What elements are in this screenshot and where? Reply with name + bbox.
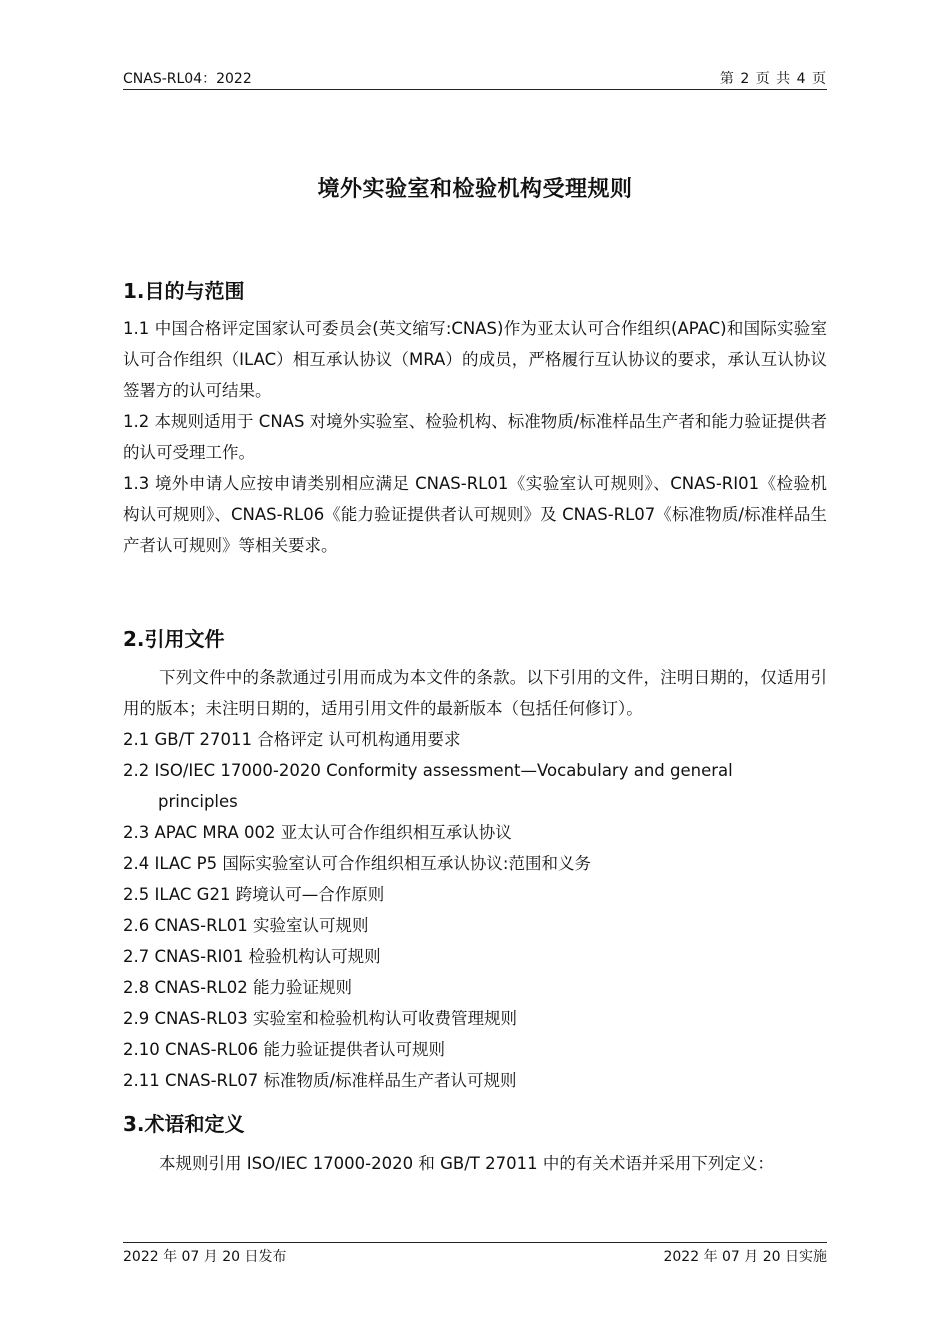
page-number: 第 2 页 共 4 页 (719, 71, 827, 87)
reference-item: 2.10 CNAS-RL06 能力验证提供者认可规则 (123, 1040, 445, 1059)
header-rule (123, 89, 827, 90)
page-footer (123, 1246, 827, 1268)
section-heading-3: 3.术语和定义 (123, 1112, 245, 1136)
reference-item: 2.9 CNAS-RL03 实验室和检验机构认可收费管理规则 (123, 1009, 517, 1028)
reference-item: 2.6 CNAS-RL01 实验室认可规则 (123, 916, 369, 935)
reference-item: 2.11 CNAS-RL07 标准物质/标准样品生产者认可规则 (123, 1071, 517, 1090)
reference-item-continuation: principles (158, 792, 238, 811)
paragraph-2-intro: 下列文件中的条款通过引用而成为本文件的条款。以下引用的文件，注明日期的，仅适用引用的版本；未注明日期的，适用引用文件的最新版本（包括任何修订）。 (123, 668, 827, 718)
footer-rule (123, 1242, 827, 1243)
reference-item: 2.5 ILAC G21 跨境认可—合作原则 (123, 885, 385, 904)
document-title: 境外实验室和检验机构受理规则 (317, 177, 633, 202)
paragraph-1-3: 1.3 境外申请人应按申请类别相应满足 CNAS-RL01《实验室认可规则》、CNAS-RI01《检验机构认可规则》、CNAS-RL06《能力验证提供者认可规则》及 CNAS-RL07《标准物质/标准样品生产者认可规则》等相关要求。 (123, 474, 827, 555)
effective-date: 2022 年 07 月 20 日实施 (663, 1249, 827, 1265)
reference-item: 2.3 APAC MRA 002 亚太认可合作组织相互承认协议 (123, 823, 512, 842)
paragraph-1-1: 1.1 中国合格评定国家认可委员会(英文缩写:CNAS)作为亚太认可合作组织(APAC)和国际实验室认可合作组织（ILAC）相互承认协议（MRA）的成员，严格履行互认协议的要求，承认互认协议签署方的认可结果。 (123, 319, 827, 400)
issue-date: 2022 年 07 月 20 日发布 (123, 1249, 287, 1265)
reference-item: 2.8 CNAS-RL02 能力验证规则 (123, 978, 352, 997)
reference-item: 2.7 CNAS-RI01 检验机构认可规则 (123, 947, 381, 966)
section-heading-1: 1.目的与范围 (123, 279, 245, 303)
reference-item: 2.1 GB/T 27011 合格评定 认可机构通用要求 (123, 730, 461, 749)
page-header (123, 66, 827, 90)
reference-item: 2.4 ILAC P5 国际实验室认可合作组织相互承认协议:范围和义务 (123, 854, 591, 873)
section-heading-2: 2.引用文件 (123, 627, 225, 651)
paragraph-3-intro: 本规则引用 ISO/IEC 17000-2020 和 GB/T 27011 中的有关术语并采用下列定义： (159, 1154, 774, 1173)
reference-item: 2.2 ISO/IEC 17000-2020 Conformity assessment—Vocabulary and general (123, 761, 733, 780)
doc-code: CNAS-RL04：2022 (123, 71, 252, 87)
paragraph-1-2: 1.2 本规则适用于 CNAS 对境外实验室、检验机构、标准物质/标准样品生产者和能力验证提供者的认可受理工作。 (123, 412, 827, 462)
